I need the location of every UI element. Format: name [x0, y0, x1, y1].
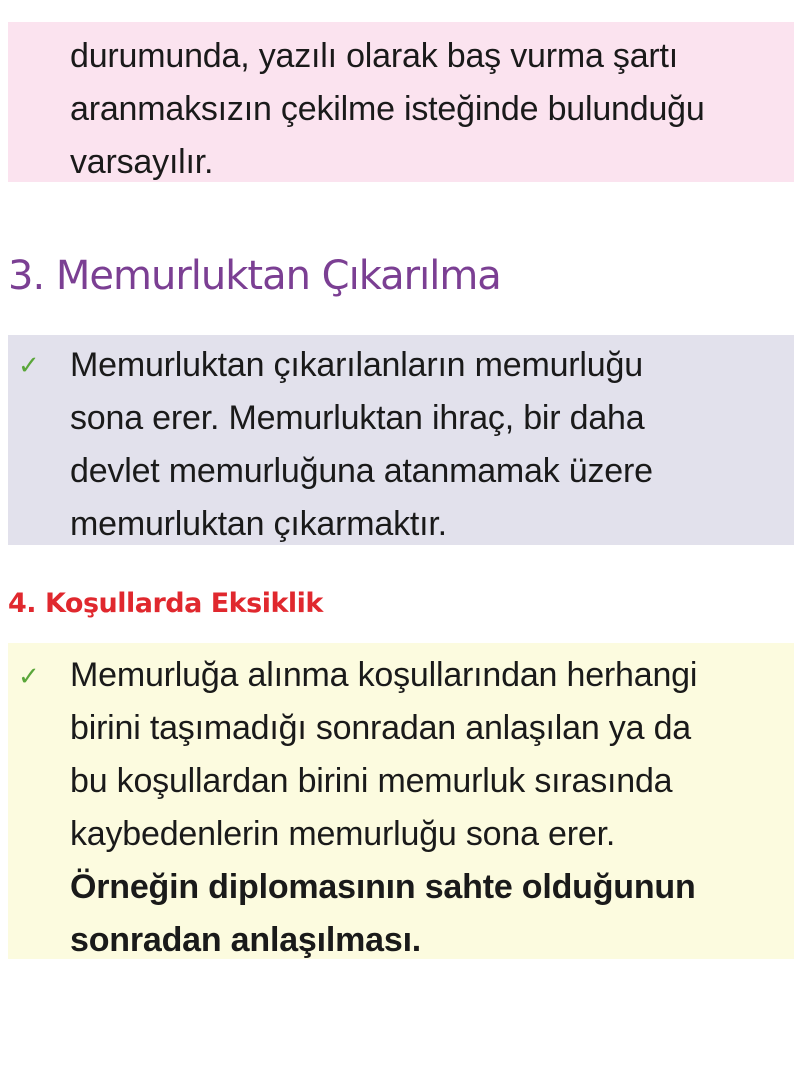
- section-3-heading: 3. Memurluktan Çıkarılma: [8, 253, 501, 299]
- continuation-paragraph: [70, 30, 782, 189]
- example-line: Örneğin diplomasının sahte olduğunun: [70, 868, 696, 906]
- text-line: sona erer. Memurluktan ihraç, bir daha: [70, 399, 645, 437]
- text-line: durumunda, yazılı olarak baş vurma şartı: [70, 37, 679, 75]
- text-line: birini taşımadığı sonradan anlaşılan ya da: [70, 709, 691, 747]
- text-line: bu koşullardan birini memurluk sırasında: [70, 762, 673, 800]
- check-icon: ✓: [18, 661, 40, 691]
- section-4-paragraph: [70, 649, 782, 967]
- text-line: varsayılır.: [70, 143, 214, 181]
- section-3-paragraph: [70, 339, 782, 551]
- text-line: memurluktan çıkarmaktır.: [70, 505, 447, 543]
- text-line: devlet memurluğuna atanmamak üzere: [70, 452, 653, 490]
- text-line: Memurluğa alınma koşullarından herhangi: [70, 656, 698, 694]
- text-line: aranmaksızın çekilme isteğinde bulunduğu: [70, 90, 705, 128]
- section-4-heading: 4. Koşullarda Eksiklik: [8, 588, 323, 619]
- example-line: sonradan anlaşılması.: [70, 921, 422, 959]
- text-line: Memurluktan çıkarılanların memurluğu: [70, 346, 643, 384]
- text-line: kaybedenlerin memurluğu sona erer.: [70, 815, 616, 853]
- check-icon: ✓: [18, 350, 40, 380]
